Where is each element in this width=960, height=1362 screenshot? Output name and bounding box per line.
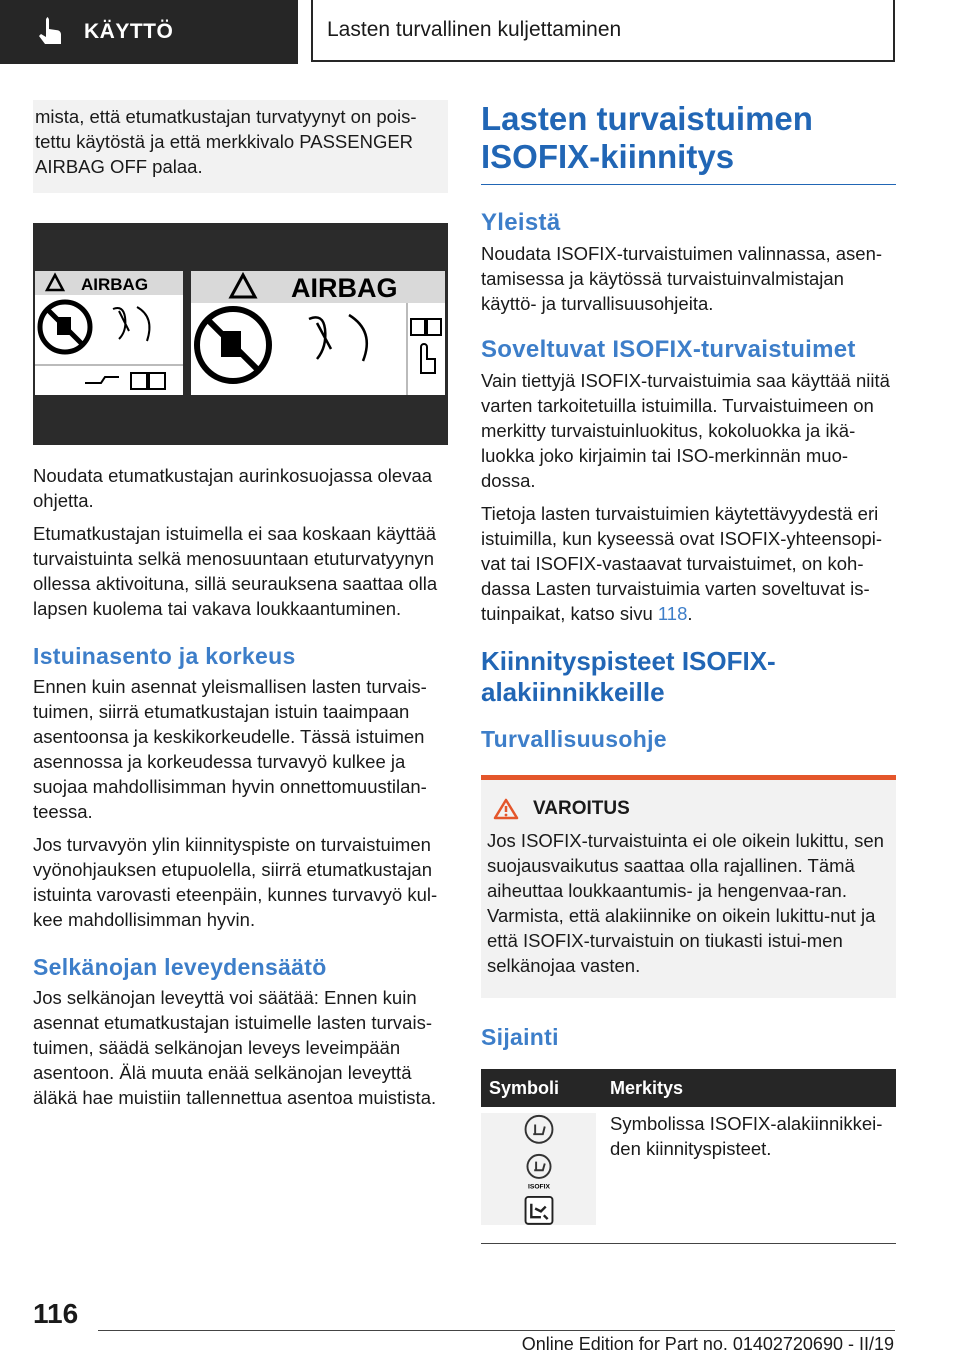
left-column — [33, 100, 448, 1110]
symbol-cell — [481, 1107, 596, 1231]
warning-title: VAROITUS — [533, 798, 630, 819]
heading-anchor-points: Kiinnityspisteet ISOFIX-alakiinnikkeille — [481, 646, 776, 707]
warning-box — [481, 775, 896, 998]
page-link[interactable]: 118 — [657, 603, 688, 624]
airbag-large-label: AIRBAG — [291, 273, 398, 303]
warning-title-row — [487, 798, 888, 820]
page-number: 116 — [33, 1298, 79, 1329]
paragraph-suitable-1: Vain tiettyjä ISOFIX-turvaistuimia saa käyttää niitä varten tarkoitetuilla istuimilla. Turvaistuimeen on merkitty turvaistuinluokitus, kokoluokka ja ikä-luokka joko kirjaimin tai ISO-merkinnän muo-dossa. — [481, 370, 890, 491]
footer-edition: Online Edition for Part no. 01402720690 - II/19 — [521, 1334, 894, 1354]
paragraph-suitable-2: Tietoja lasten turvaistuimien käytettävyydestä eri istuimilla, kun kyseessä ovat ISOFIX-yhteensopi-vat tai ISOFIX-vastaavat turvaistuimet, on koh-dassa Lasten turvaistuimia varten soveltuvat is-tuinpaikat, katso sivu 118. — [481, 503, 882, 624]
svg-text:ISOFIX: ISOFIX — [527, 1183, 550, 1191]
note-box: mista, että etumatkustajan turvatyynyt on pois-tettu käytöstä ja että merkkivalo PASSENGER AIRBAG OFF palaa. — [33, 100, 448, 193]
hand-pointer-icon — [34, 12, 74, 52]
heading-backrest-width: Selkänojan leveydensäätö — [33, 954, 327, 980]
table-end-rule — [481, 1243, 896, 1244]
isofix-seat-icon — [524, 1196, 554, 1225]
airbag-label-figure — [33, 223, 448, 445]
heading-location: Sijainti — [481, 1024, 559, 1050]
paragraph-general: Noudata ISOFIX-turvaistuimen valinnassa, asen-tamisessa ja käytössä turvaistuinvalmistajan käyttö- ja turvallisuusohjeita. — [481, 243, 883, 314]
right-column — [481, 100, 896, 1244]
isofix-label-icon — [522, 1152, 556, 1190]
warning-text: Jos ISOFIX-turvaistuinta ei ole oikein lukittu, sen suojausvaikutus saattaa olla rajallinen. Tämä aiheuttaa loukkaantumis- ja hengenvaa-ran. Varmista, että alakiinnike on oikein lukittu-nut ja että ISOFIX-turvaistuin on tiukasti istui-men selkänojaa vasten. — [487, 830, 884, 976]
heading-general: Yleistä — [481, 209, 561, 236]
paragraph-backrest-width: Jos selkänojan leveyttä voi säätää: Ennen kuin asennat etumatkustajan istuimelle lasten turvais-tuimen, säädä selkänojan leveys leveimpään asentoon. Älä muuta enää selkänojan leveyttä äläkä hae muistiin tallennettua asentoa muistista. — [33, 987, 437, 1108]
symbol-table — [481, 1069, 896, 1231]
paragraph-rear-facing-warning: Etumatkustajan istuimella ei saa koskaan käyttää turvaistuinta selkä menosuuntaan etuturvatyynyn ollessa aktivoituna, sillä seurauksena saattaa olla lapsen kuolema tai vakava loukkaantuminen. — [33, 523, 438, 619]
page-header — [0, 0, 960, 64]
airbag-warning-illustration — [33, 223, 448, 445]
table-header-symbol: Symboli — [481, 1069, 596, 1107]
heading-safety-note: Turvallisuusohje — [481, 726, 667, 752]
table-header-meaning: Merkitys — [596, 1069, 896, 1107]
paragraph-seat-position: Ennen kuin asennat yleismallisen lasten turvais-tuimen, siirrä etumatkustajan istuin taaimpaan asentoonsa ja keskikorkeudelle. Tässä istuimen asennossa ja korkeudessa turvavyö kulkee ja suojaa mahdollisimman hyvin onnettomuustilan-teessa. — [33, 676, 427, 822]
chapter-label: KÄYTTÖ — [84, 20, 174, 43]
isofix-anchor-icon — [522, 1113, 556, 1146]
meaning-cell: Symbolissa ISOFIX-alakiinnikkei-den kiinnityspisteet. — [610, 1113, 883, 1159]
footer-rule — [98, 1330, 895, 1331]
table-row — [481, 1107, 896, 1231]
paragraph-sunvisor: Noudata etumatkustajan aurinkosuojassa olevaa ohjetta. — [33, 465, 433, 511]
heading-seat-position: Istuinasento ja korkeus — [33, 643, 296, 669]
section-title: Lasten turvallinen kuljettaminen — [311, 0, 895, 62]
main-heading: Lasten turvaistuimen ISOFIX-kiinnitys — [481, 100, 896, 185]
chapter-tab — [0, 0, 298, 64]
heading-suitable-seats: Soveltuvat ISOFIX-turvaistuimet — [481, 336, 856, 363]
airbag-small-label: AIRBAG — [81, 275, 149, 294]
warning-triangle-icon — [493, 798, 519, 820]
paragraph-belt-anchor: Jos turvavyön ylin kiinnityspiste on turvaistuimen vyönohjauksen etupuolella, siirrä etumatkustajan istuinta varovasti eteenpäin, kunnes turvavyö kul-kee mahdollisimman hyvin. — [33, 834, 438, 930]
